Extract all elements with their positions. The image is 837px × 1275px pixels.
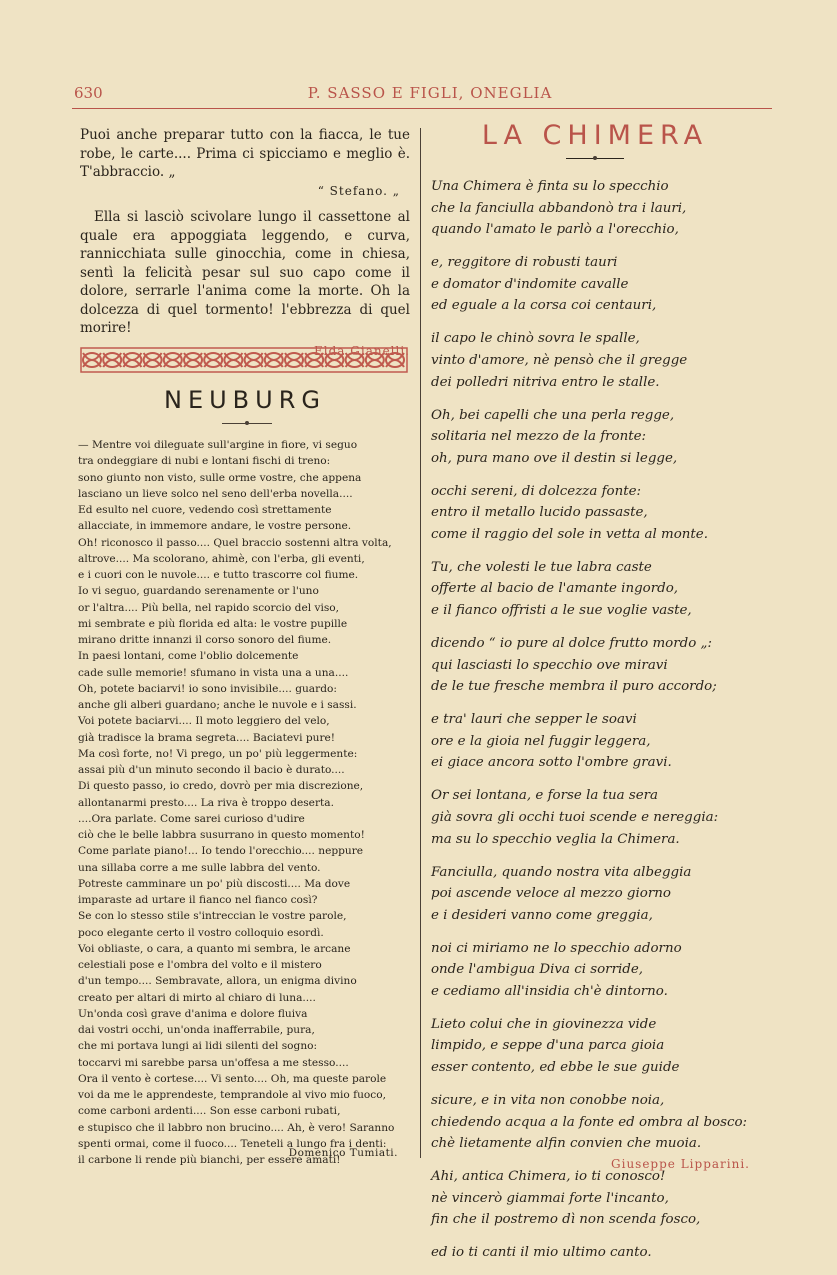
poem-line: solitaria nel mezzo de la fronte:: [431, 429, 647, 445]
poem-line: toccarvi mi sarebbe parsa un'offesa a me stesso....: [78, 1056, 349, 1069]
poem-line: Or sei lontana, e forse la tua sera: [431, 788, 659, 804]
poem-line: Fanciulla, quando nostra vita albeggia: [431, 864, 692, 880]
poem-line: e cediamo all'insidia ch'è dintorno.: [431, 983, 668, 999]
poem-line: Oh, bei capelli che una perla regge,: [431, 407, 675, 423]
ornament-twist: [184, 353, 202, 367]
poem-line: una sillaba corre a me sulle labbra del vento.: [78, 861, 321, 874]
neuburg-author: Domenico Tumiati.: [288, 1147, 398, 1159]
ornament-twist: [346, 353, 364, 367]
chimera-author: Giuseppe Lipparini.: [611, 1157, 750, 1171]
poem-line: spenti ormai, come il fuoco.... Teneteli a lungo fra i denti:: [78, 1137, 387, 1150]
poem-line: Ahi, antica Chimera, io ti conosco!: [431, 1169, 666, 1185]
poem-line: poco elegante certo il vostro colloquio esordì.: [78, 926, 324, 939]
ornament-twist: [285, 353, 303, 367]
poem-line: e domator d'indomite cavalle: [431, 276, 629, 292]
poem-line: tra ondeggiare di nubi e lontani fischi di treno:: [78, 455, 331, 468]
poem-line: vinto d'amore, nè pensò che il gregge: [431, 352, 688, 368]
poem-line: allontanarmi presto.... La riva è troppo deserta.: [78, 796, 334, 809]
poem-line: assai più d'un minuto secondo il bacio è durato....: [78, 764, 345, 776]
poem-line: In paesi lontani, come l'oblio dolcemente: [78, 650, 299, 663]
poem-line: ma su lo specchio veglia la Chimera.: [431, 831, 680, 847]
poem-line: che la fanciulla abbandonò tra i lauri,: [431, 200, 687, 216]
poem-line: anche gli alberi guardano; anche le nuvole e i sassi.: [78, 699, 357, 711]
poem-line: ore e la gioia nel fuggir leggera,: [431, 733, 651, 749]
column-divider: [420, 128, 421, 1158]
stanza: [431, 252, 791, 317]
poem-line: oh, pura mano ove il destin si legge,: [431, 450, 678, 466]
ornament-twist: [164, 353, 182, 367]
stanza: [431, 938, 791, 1003]
poem-line: imparaste ad urtare il fianco nel fianco così?: [78, 894, 318, 906]
poem-line: Lieto colui che in giovinezza vide: [431, 1016, 657, 1032]
poem-line: Ed esulto nel cuore, vedendo così strettamente: [78, 504, 332, 516]
poem-line: dai vostri occhi, un'onda inafferrabile, pura,: [78, 1024, 315, 1036]
poem-line: altrove.... Ma scolorano, ahimè, con l'erba, gli eventi,: [78, 552, 365, 565]
stanza: [431, 633, 791, 698]
poem-line: che mi portava lungi ai lidi silenti del sogno:: [78, 1040, 318, 1053]
poem-line: offerte al bacio de l'amante ingordo,: [431, 581, 679, 597]
poem-line: qui lasciasti lo specchio ove miravi: [431, 657, 668, 673]
prose-continuation: [80, 126, 410, 358]
decorative-border-ornament: [80, 343, 410, 374]
poem-line: chiedendo acqua a la fonte ed ombra al bosco:: [431, 1114, 748, 1130]
poem-line: nè vincerò giammai forte l'incanto,: [431, 1190, 669, 1206]
poem-line: — Mentre voi dileguate sull'argine in fiore, vi seguo: [78, 439, 358, 451]
poem-line: come il raggio del sole in vetta al monte.: [431, 526, 708, 542]
poem-line: cade sulle memorie! sfumano in vista una a una....: [78, 666, 349, 679]
poem-line: quando l'amato le parlò a l'orecchio,: [431, 222, 679, 238]
poem-line: lasciano un lieve solco nel seno dell'erba novella....: [78, 487, 353, 500]
ornament-twist: [305, 353, 323, 367]
poem-line: Io vi seguo, guardando serenamente or l'uno: [78, 585, 319, 598]
poem-line: già tradisce la brama segreta.... Baciatevi pure!: [78, 731, 336, 744]
poem-line: il carbone li rende più bianchi, per essere amati!: [78, 1154, 341, 1166]
poem-line: ei giace ancora sotto l'ombre gravi.: [431, 755, 672, 771]
poem-line: creato per altari di mirto al chiaro di luna....: [78, 991, 316, 1004]
poem-line: Potreste camminare un po' più discosti.... Ma dove: [78, 877, 351, 890]
ornament-twist: [123, 353, 141, 367]
poem-line: sicure, e in vita non conobbe noia,: [431, 1093, 665, 1109]
stanza: [431, 1090, 791, 1155]
poem-line: poi ascende veloce al mezzo giorno: [431, 886, 671, 902]
header-rule: [72, 108, 772, 109]
poem-line: e il fianco offristi a le sue voglie vaste,: [431, 603, 692, 619]
poem-line: Ora il vento è cortese.... Vi sento.... Oh, ma queste parole: [78, 1072, 387, 1085]
poem-line: Oh, potete baciarvi! io sono invisibile.... guardo:: [78, 682, 337, 695]
stanza: [431, 176, 791, 241]
ornament-twist: [224, 353, 242, 367]
poem-line: sono giunto non visto, sulle orme vostre, che appena: [78, 471, 362, 484]
poem-line: mirano dritte innanzi il corso sonoro del fiume.: [78, 634, 332, 646]
poem-line: Una Chimera è finta su lo specchio: [431, 179, 669, 194]
poem-line: il capo le chinò sovra le spalle,: [431, 331, 640, 347]
stanza: [431, 709, 791, 774]
poem-line: Un'onda così grave d'anima e dolore fluiva: [78, 1007, 308, 1020]
ornament-twist: [325, 353, 343, 367]
poem-line: occhi sereni, di dolcezza fonte:: [431, 483, 642, 499]
stanza: [431, 1242, 791, 1264]
poem-line: Voi obliaste, o cara, a quanto mi sembra, le arcane: [78, 942, 351, 955]
poem-line: e i cuori con le nuvole.... e tutto trascorre col fiume.: [78, 569, 359, 581]
poem-line: celestiali pose e l'ombra del volto e il mistero: [78, 959, 322, 971]
title-rule-chimera: [566, 158, 624, 159]
poem-line: dicendo “ io pure al dolce frutto mordo „:: [431, 636, 712, 652]
poem-line: come carboni ardenti.... Son esse carboni rubati,: [78, 1105, 341, 1118]
poem-line: mi sembrate e più florida ed alta: le vostre pupille: [78, 617, 348, 630]
poem-line: allacciate, in immemore andare, le vostre persone.: [78, 520, 352, 533]
page-number: 630: [74, 84, 103, 102]
poem-line: limpido, e seppe d'una parca gioia: [431, 1038, 665, 1054]
poem-line: Oh! riconosco il passo.... Quel braccio sostenni altra volta,: [78, 536, 392, 549]
poem-line: Tu, che volesti le tue labra caste: [431, 559, 652, 575]
chimera-poem: [431, 176, 791, 1275]
poem-line: Di questo passo, io credo, dovrò per mia discrezione,: [78, 780, 364, 793]
poem-line: noi ci miriamo ne lo specchio adorno: [431, 940, 682, 956]
ornament-twist: [83, 353, 101, 367]
ornament-twist: [265, 353, 283, 367]
poem-line: ed io ti canti il mio ultimo canto.: [431, 1245, 652, 1261]
poem-line: dei polledri nitriva entro le stalle.: [431, 374, 660, 390]
poem-title-chimera: LA CHIMERA: [481, 120, 709, 151]
poem-line: Se con lo stesso stile s'intreccian le vostre parole,: [78, 910, 347, 923]
title-rule-neuburg: [222, 423, 272, 424]
stanza: [431, 557, 791, 622]
poem-line: fin che il postremo dì non scenda fosco,: [431, 1212, 701, 1228]
stanza: [431, 1166, 791, 1231]
neuburg-poem: [78, 437, 413, 1168]
poem-line: ciò che le belle labbra susurrano in questo momento!: [78, 829, 365, 841]
poem-line: già sovra gli occhi tuoi scende e nereggia:: [431, 809, 719, 825]
ornament-twist: [245, 353, 263, 367]
poem-line: Voi potete baciarvi.... Il moto leggiero del velo,: [78, 715, 330, 728]
poem-title-neuburg: NEUBURG: [164, 386, 326, 414]
stanza: [431, 862, 791, 927]
poem-line: ed eguale a la corsa coi centauri,: [431, 298, 657, 314]
poem-line: de le tue fresche membra il puro accordo;: [431, 679, 717, 695]
prose-paragraph-1: Puoi anche preparar tutto con la fiacca, le tue robe, le carte.... Prima ci spicciamo e meglio è. T'abbraccio. „: [80, 127, 410, 180]
prose-paragraph-2: Ella si lasciò scivolare lungo il cassettone al quale era appoggiata leggendo, e curva, rannicchiata sulle ginocchia, come in chiesa, sentì la felicità pesar sul suo capo come il dolore, serrarle l'anima come la morte. Oh la dolcezza di quel tormento! l'ebbrezza di quel morire!: [80, 209, 410, 336]
ornament-twist: [144, 353, 162, 367]
poem-line: esser contento, ed ebbe le sue guide: [431, 1060, 680, 1076]
ornament-twist: [103, 353, 121, 367]
poem-line: ....Ora parlate. Come sarei curioso d'udire: [78, 812, 305, 825]
ornament-twist: [204, 353, 222, 367]
stanza: [431, 481, 791, 546]
poem-line: e i desideri vanno come greggia,: [431, 907, 653, 923]
poem-line: chè lietamente alfin convien che muoia.: [431, 1136, 702, 1152]
poem-line: Come parlate piano!... Io tendo l'orecchio.... neppure: [78, 845, 364, 858]
stanza: [431, 328, 791, 393]
poem-line: e tra' lauri che sepper le soavi: [431, 712, 637, 728]
poem-line: voi da me le apprendeste, temprandole al vivo mio fuoco,: [78, 1089, 386, 1101]
poem-line: entro il metallo lucido passaste,: [431, 505, 648, 521]
stanza: [431, 1014, 791, 1079]
poem-line: or l'altra.... Più bella, nel rapido scorcio del viso,: [78, 601, 340, 614]
poem-line: d'un tempo.... Sembravate, allora, un enigma divino: [78, 975, 357, 988]
poem-line: e, reggitore di robusti tauri: [431, 255, 618, 271]
prose-author: Elda Gianelli.: [314, 343, 410, 358]
ornament-twist: [386, 353, 404, 367]
running-head: P. SASSO E FIGLI, ONEGLIA: [307, 84, 553, 102]
letter-signoff: “ Stefano. „: [317, 183, 400, 198]
stanza: [431, 405, 791, 470]
ornament-twist: [366, 353, 384, 367]
stanza: [431, 785, 791, 850]
poem-line: e stupisco che il labbro non brucino.... Ah, è vero! Saranno: [78, 1121, 395, 1134]
poem-line: Ma così forte, no! Vi prego, un po' più leggermente:: [78, 747, 358, 760]
poem-line: onde l'ambigua Diva ci sorride,: [431, 962, 644, 978]
